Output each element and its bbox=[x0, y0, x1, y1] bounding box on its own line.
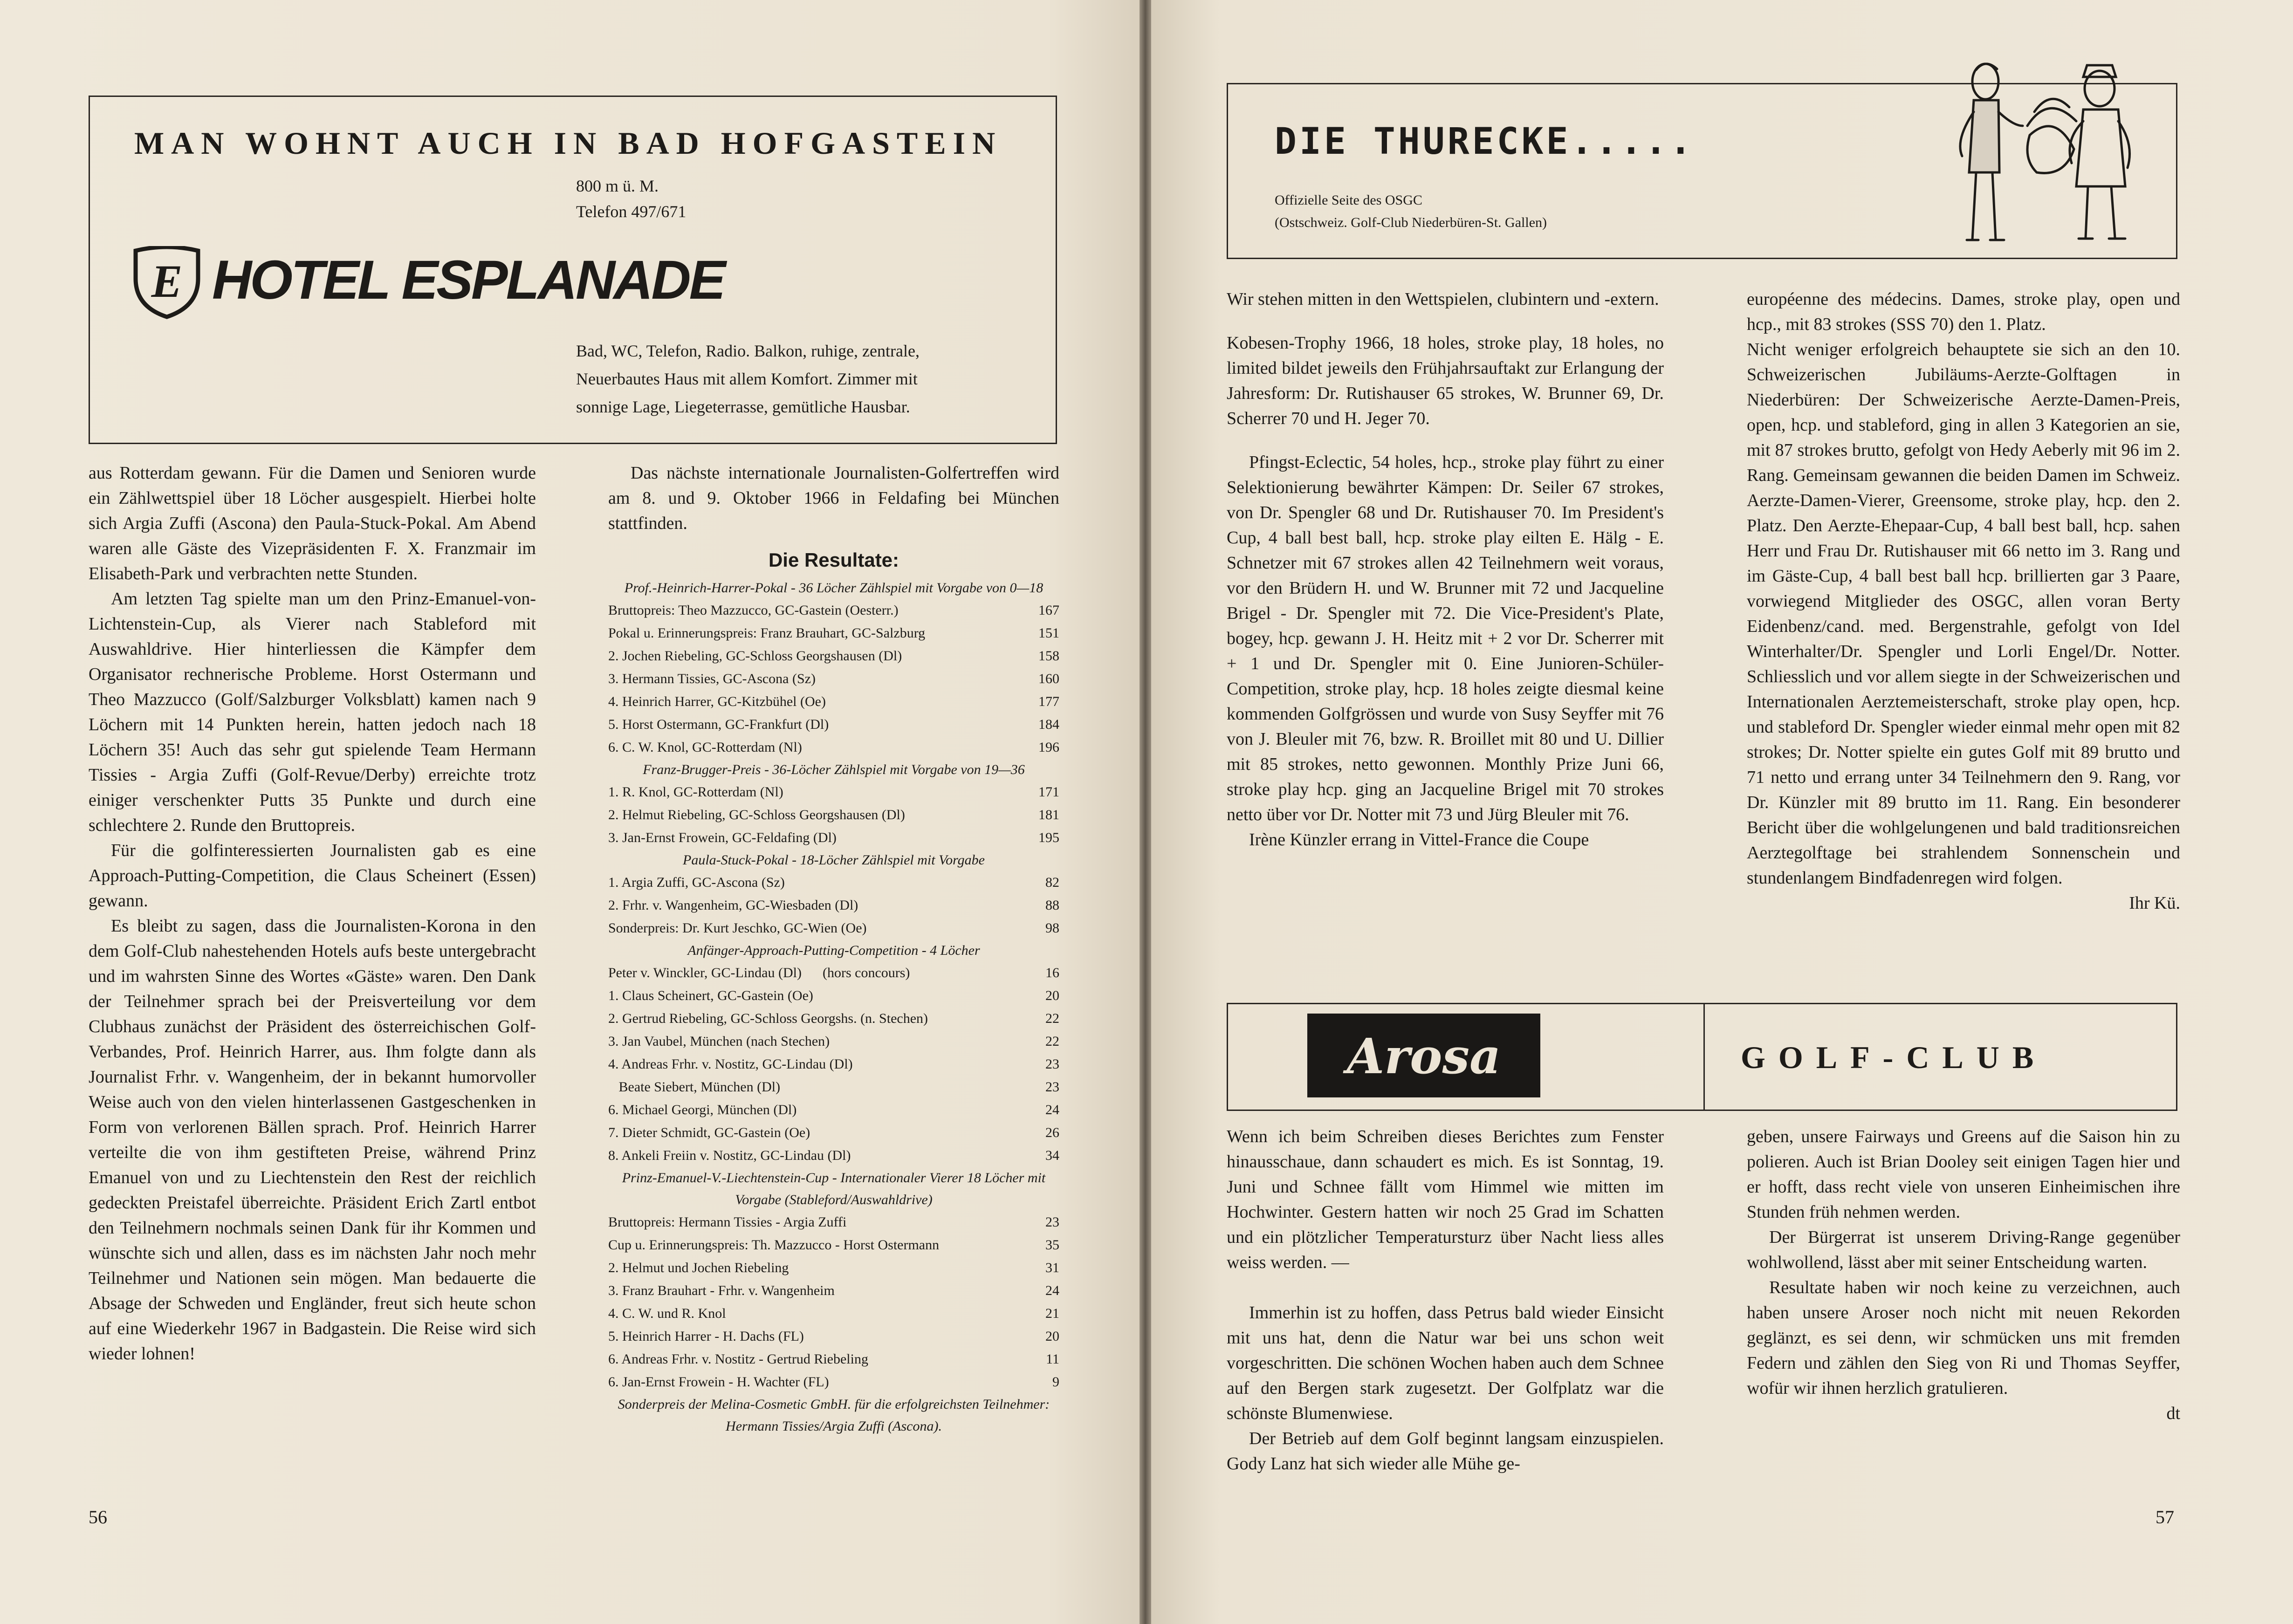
arosa-logo-panel bbox=[1307, 1014, 1540, 1097]
results-row bbox=[608, 1370, 1059, 1393]
results-row bbox=[608, 736, 1059, 759]
arosa-header-box bbox=[1227, 1003, 2177, 1111]
result-score: 158 bbox=[1038, 648, 1059, 664]
result-entry: 3. Franz Brauhart - Frhr. v. Wangenheim bbox=[608, 1283, 835, 1298]
result-score: 20 bbox=[1045, 988, 1059, 1003]
results-section-title: Anfänger-Approach-Putting-Competition - 4 Löcher bbox=[687, 943, 980, 958]
result-entry: 5. Horst Ostermann, GC-Frankfurt (Dl) bbox=[608, 717, 829, 732]
results-row bbox=[608, 894, 1059, 917]
result-score: 167 bbox=[1038, 603, 1059, 618]
result-score: 24 bbox=[1045, 1102, 1059, 1117]
result-entry: 7. Dieter Schmidt, GC-Gastein (Oe) bbox=[608, 1125, 810, 1140]
ad-description-line: Neuerbautes Haus mit allem Komfort. Zimmer mit bbox=[576, 370, 918, 388]
result-entry: Beate Siebert, München (Dl) bbox=[608, 1079, 781, 1095]
paragraph: Immerhin ist zu hoffen, dass Petrus bald wieder Einsicht mit uns hat, denn die Natur war bei uns schon weit vorgeschritten. Die schönen Wochen haben auch dem Schnee auf den Bergen stark zugesetzt. Der Golfplatz war die schönste Blumenwiese. bbox=[1227, 1303, 1664, 1423]
ad-description-line: Bad, WC, Telefon, Radio. Balkon, ruhige, zentrale, bbox=[576, 342, 920, 360]
left-column-1 bbox=[89, 460, 536, 1366]
result-entry: 2. Jochen Riebeling, GC-Schloss Georgshausen (Dl) bbox=[608, 648, 902, 664]
result-score: 171 bbox=[1038, 784, 1059, 800]
arosa-logo: Arosa bbox=[1346, 1028, 1501, 1085]
result-entry: Bruttopreis: Theo Mazzucco, GC-Gastein (Oesterr.) bbox=[608, 603, 899, 618]
result-score: 21 bbox=[1045, 1306, 1059, 1321]
results-row bbox=[608, 781, 1059, 803]
results-row bbox=[608, 690, 1059, 713]
results-section-title: Franz-Brugger-Preis - 36-Löcher Zählspiel mit Vorgabe von 19—36 bbox=[643, 762, 1025, 777]
author-signature: dt bbox=[2166, 1404, 2180, 1423]
left-column-2 bbox=[608, 460, 1059, 1437]
result-score: 181 bbox=[1038, 807, 1059, 822]
results-row bbox=[608, 984, 1059, 1007]
result-score: 35 bbox=[1045, 1237, 1059, 1253]
results-row bbox=[608, 1007, 1059, 1030]
page-number: 56 bbox=[89, 1507, 107, 1528]
left-page bbox=[0, 0, 1140, 1624]
ad-altitude: 800 m ü. M. bbox=[576, 177, 659, 195]
result-score: 160 bbox=[1038, 671, 1059, 686]
results-row bbox=[608, 1302, 1059, 1325]
paragraph: Es bleibt zu sagen, dass die Journalisten-Korona in den dem Golf-Club nahestehenden Hotels aufs beste untergebracht und im wahrsten Sinne des Wortes «Gäste» waren. Den Dank der Teilnehmer sprach bei der Preisverteilung vor dem Clubhaus zunächst der Präsident des österreichischen Golf-Verbandes, Prof. Heinrich Harrer, aus. Ihm folgte dann als Journalist Frhr. v. Wangenheim, der in bekannt humorvoller Weise auch von den vielen hinterlassenen Gastgeschenken in Form von verlorenen Bällen sprach. Prof. Heinrich Harrer verteilte die von ihm gestifteten Preise, während Prinz Emanuel von und zu Liechtenstein den Rest der reichlich gedeckten Preistafel überreichte. Präsident Erich Zartl entbot den Teilnehmern nochmals seinen Dank für ihr Kommen und wünschte sich und allen, dass es im nächsten Jahr noch mehr Teilnehmer und Nationen sein mögen. Man bedauerte die Absage der Schweden und Engländer, freut sich heute schon auf eine Wiederkehr 1967 in Badgastein. Die Reise wird sich wieder lohnen! bbox=[89, 916, 536, 1364]
result-entry: 3. Jan-Ernst Frowein, GC-Feldafing (Dl) bbox=[608, 830, 837, 845]
paragraph: Resultate haben wir noch keine zu verzeichnen, auch haben unsere Aroser noch nicht mit neuen Rekorden geglänzt, es sei denn, wir schmücken uns mit fremden Federn und zählen den Sieg von Ri und Thomas Seyffer, wofür wir ihnen herzlich gratulieren. bbox=[1747, 1278, 2180, 1398]
ad-phone: Telefon 497/671 bbox=[576, 202, 687, 221]
result-entry: 2. Helmut und Jochen Riebeling bbox=[608, 1260, 789, 1275]
result-score: 23 bbox=[1045, 1079, 1059, 1095]
hotel-logo-shield bbox=[132, 246, 202, 321]
result-entry: 2. Helmut Riebeling, GC-Schloss Georgshausen (Dl) bbox=[608, 807, 905, 822]
result-entry: 8. Ankeli Freiin v. Nostitz, GC-Lindau (Dl) bbox=[608, 1148, 851, 1163]
results-row bbox=[608, 1053, 1059, 1076]
result-score: 20 bbox=[1045, 1329, 1059, 1344]
result-score: 23 bbox=[1045, 1214, 1059, 1230]
right-column-1 bbox=[1227, 287, 1664, 852]
result-score: 26 bbox=[1045, 1125, 1059, 1140]
column-subtitle: Offizielle Seite des OSGC bbox=[1275, 192, 1422, 208]
result-entry: Pokal u. Erinnerungspreis: Franz Brauhart, GC-Salzburg bbox=[608, 625, 926, 641]
result-score: 98 bbox=[1045, 920, 1059, 936]
results-row bbox=[608, 917, 1059, 939]
result-score: 177 bbox=[1038, 694, 1059, 709]
results-section-title: Sonderpreis der Melina-Cosmetic GmbH. für die erfolgreichsten Teilnehmer: Hermann Tissies/Argia Zuffi (Ascona). bbox=[618, 1397, 1050, 1434]
result-entry: 4. C. W. und R. Knol bbox=[608, 1306, 726, 1321]
result-entry: Sonderpreis: Dr. Kurt Jeschko, GC-Wien (Oe) bbox=[608, 920, 867, 936]
book-gutter bbox=[1140, 0, 1151, 1624]
results-row bbox=[608, 1233, 1059, 1256]
result-entry: 4. Heinrich Harrer, GC-Kitzbühel (Oe) bbox=[608, 694, 826, 709]
right-page bbox=[1151, 0, 2293, 1624]
result-score: 24 bbox=[1045, 1283, 1059, 1298]
ad-description-line: sonnige Lage, Liegeterrasse, gemütliche Hausbar. bbox=[576, 397, 910, 416]
column-title: DIE THURECKE..... bbox=[1275, 121, 1695, 163]
result-score: 34 bbox=[1045, 1148, 1059, 1163]
result-entry: 6. C. W. Knol, GC-Rotterdam (Nl) bbox=[608, 740, 802, 755]
result-entry: 2. Frhr. v. Wangenheim, GC-Wiesbaden (Dl) bbox=[608, 898, 858, 913]
golfer-illustration bbox=[1943, 56, 2158, 252]
result-entry: 1. R. Knol, GC-Rotterdam (Nl) bbox=[608, 784, 783, 800]
results-heading: Die Resultate: bbox=[768, 549, 899, 571]
results-row bbox=[608, 599, 1059, 622]
results-row bbox=[608, 961, 1059, 984]
paragraph: Kobesen-Trophy 1966, 18 holes, stroke play, 18 holes, no limited bildet jeweils den Frühjahrsauftakt zur Erlangung der Jahresform: Dr. Rutishauser 65 strokes, W. Brunner 69, Dr. Scherrer 70 und H. Jeger 70. bbox=[1227, 333, 1664, 428]
result-entry: 1. Claus Scheinert, GC-Gastein (Oe) bbox=[608, 988, 813, 1003]
result-entry: 2. Gertrud Riebeling, GC-Schloss Georgshs. (n. Stechen) bbox=[608, 1011, 928, 1026]
arosa-divider bbox=[1703, 1004, 1705, 1110]
author-signature: Ihr Kü. bbox=[2129, 893, 2180, 913]
results-row bbox=[608, 713, 1059, 736]
ad-headline: MAN WOHNT AUCH IN BAD HOFGASTEIN bbox=[134, 125, 1002, 161]
paragraph: Wenn ich beim Schreiben dieses Berichtes zum Fenster hinausschaue, dann schaudert es mich. Es ist Sonntag, 19. Juni und Schnee fällt vom Himmel wie mitten im Hochwinter. Gestern hatten wir noch 25 Grad im Schatten und ein plötzlicher Temperatursturz über Nacht liess alles weiss werden. — bbox=[1227, 1127, 1664, 1272]
results-row bbox=[608, 1030, 1059, 1053]
results-row bbox=[608, 1121, 1059, 1144]
result-score: 151 bbox=[1038, 625, 1059, 641]
results-section-title: Paula-Stuck-Pokal - 18-Löcher Zählspiel mit Vorgabe bbox=[683, 852, 985, 868]
paragraph: Wir stehen mitten in den Wettspielen, clubintern und -extern. bbox=[1227, 289, 1659, 309]
result-entry: 1. Argia Zuffi, GC-Ascona (Sz) bbox=[608, 875, 785, 890]
results-row bbox=[608, 1348, 1059, 1370]
paragraph: geben, unsere Fairways und Greens auf die Saison hin zu polieren. Auch ist Brian Dooley seit einigen Tagen hier und er hofft, dass recht viele von unseren Einheimischen ihre Stunden früh nehmen werden. bbox=[1747, 1127, 2180, 1222]
results-row bbox=[608, 1144, 1059, 1167]
result-score: 88 bbox=[1045, 898, 1059, 913]
results-row bbox=[608, 871, 1059, 894]
result-entry: 6. Michael Georgi, München (Dl) bbox=[608, 1102, 797, 1117]
result-score: 82 bbox=[1045, 875, 1059, 890]
paragraph: aus Rotterdam gewann. Für die Damen und Senioren wurde ein Zählwettspiel über 18 Löcher ausgespielt. Hierbei holte sich Argia Zuffi (Ascona) den Paula-Stuck-Pokal. Am Abend waren alle Gäste des Vizepräsidenten F. X. Franzmair im Elisabeth-Park und verbrachten nette Stunden. bbox=[89, 463, 536, 583]
result-entry: 5. Heinrich Harrer - H. Dachs (FL) bbox=[608, 1329, 804, 1344]
page-number: 57 bbox=[2156, 1507, 2174, 1528]
paragraph: Der Bürgerrat ist unserem Driving-Range gegenüber wohlwollend, lässt aber mit seiner Entscheidung warten. bbox=[1747, 1227, 2180, 1272]
paragraph: Das nächste internationale Journalisten-Golfertreffen wird am 8. und 9. Oktober 1966 in Feldafing bei München stattfinden. bbox=[608, 463, 1059, 533]
paragraph: Pfingst-Eclectic, 54 holes, hcp., stroke play führt zu einer Selektionierung bewährter Kämpen: Dr. Seiler 67 strokes, von Dr. Spengler 68 und Dr. Rutishauser 70. Im President's Cup, 4 ball best ball, hcp. stroke play eilten E. Hälg - E. Schnetzer mit 67 strokes allen 42 Teilnehmern weit voraus, vor den Brüdern H. und W. Brunner mit 72 und Jacqueline Brigel - Dr. Spengler mit 72. Die Vice-President's Plate, bogey, hcp. gewann J. H. Heitz mit + 2 vor Dr. Scherrer mit + 1 und Dr. Spengler mit 0. Eine Junioren-Schüler-Competition, stroke play, hcp. 18 holes zeigte diesmal keine kommenden Golfgrössen und wurde von Susy Seyffer mit 76 von J. Bleuler mit 76, bzw. R. Broillet mit 80 und U. Dillier mit 85 strokes, netto gewonnen. Monthly Prize Juni 66, stroke play hcp. ging an Jacqueline Brigel mit 70 strokes netto über vor Dr. Notter mit 73 und Jürg Bleuler mit 76. bbox=[1227, 452, 1664, 824]
paragraph: Irène Künzler errang in Vittel-France die Coupe bbox=[1249, 830, 1589, 850]
results-row bbox=[608, 826, 1059, 849]
golfer-caddie-illustration bbox=[1943, 56, 2158, 252]
result-score: 22 bbox=[1045, 1034, 1059, 1049]
arosa-column-2 bbox=[1747, 1124, 2180, 1426]
results-row bbox=[608, 1076, 1059, 1098]
result-entry: 3. Hermann Tissies, GC-Ascona (Sz) bbox=[608, 671, 816, 686]
hotel-name: HOTEL ESPLANADE bbox=[212, 249, 724, 311]
result-entry: Cup u. Erinnerungspreis: Th. Mazzucco - Horst Ostermann bbox=[608, 1237, 940, 1253]
results-row bbox=[608, 1325, 1059, 1348]
result-score: 9 bbox=[1052, 1374, 1059, 1390]
column-subtitle: (Ostschweiz. Golf-Club Niederbüren-St. Gallen) bbox=[1275, 215, 1547, 230]
result-score: 196 bbox=[1038, 740, 1059, 755]
right-column-2 bbox=[1747, 287, 2180, 916]
ad-description bbox=[576, 337, 920, 421]
arosa-title: GOLF-CLUB bbox=[1741, 1040, 2047, 1075]
announcement-paragraph bbox=[608, 460, 1059, 536]
paragraph: Am letzten Tag spielte man um den Prinz-Emanuel-von-Lichtenstein-Cup, als Vierer nach Stableford mit Auswahldrive. Hier hinterliessen die Kämpfer dem Organisator rechnerische Probleme. Horst Ostermann und Theo Mazzucco (Golf/Salzburger Volksblatt) kamen nach 9 Löchern mit 14 Punkten herein, hatten jedoch nach 18 Löchern 35! Auch das sehr gut spielende Team Hermann Tissies - Argia Zuffi (Golf-Revue/Derby) erreichte trotz einiger verschenkter Putts 35 Punkte und durch eine schlechtere 2. Runde den Bruttopreis. bbox=[89, 589, 536, 835]
arosa-column-1 bbox=[1227, 1124, 1664, 1476]
results-row bbox=[608, 1211, 1059, 1233]
results-row bbox=[608, 667, 1059, 690]
hotel-advertisement bbox=[89, 96, 1057, 444]
results-row bbox=[608, 1098, 1059, 1121]
result-entry: 4. Andreas Frhr. v. Nostitz, GC-Lindau (Dl) bbox=[608, 1056, 853, 1072]
result-entry: Peter v. Winckler, GC-Lindau (Dl) (hors concours) bbox=[608, 965, 910, 980]
result-entry: 3. Jan Vaubel, München (nach Stechen) bbox=[608, 1034, 830, 1049]
paragraph: Für die golfinteressierten Journalisten gab es eine Approach-Putting-Competition, die Claus Scheinert (Essen) gewann. bbox=[89, 841, 536, 911]
results-section-title: Prinz-Emanuel-V.-Liechtenstein-Cup - Internationaler Vierer 18 Löcher mit Vorgabe (Stableford/Auswahldrive) bbox=[622, 1170, 1046, 1207]
result-entry: 6. Jan-Ernst Frowein - H. Wachter (FL) bbox=[608, 1374, 829, 1390]
paragraph: Nicht weniger erfolgreich behauptete sie sich an den 10. Schweizerischen Jubiläums-Aerzte-Golftagen in Niederbüren: Der Schweizerische Aerzte-Damen-Preis, open, hcp. und stableford, ging in allen 3 Kategorien an sie, mit 87 strokes brutto, gefolgt von Hedy Aeberly mit 96 im 2. Rang. Gemeinsam gewannen die beiden Damen im Schweiz. Aerzte-Damen-Vierer, Greensome, stroke play, hcp. den 2. Platz. Den Aerzte-Ehepaar-Cup, 4 ball best ball, hcp. sahen Herr und Frau Dr. Rutishauser mit 66 netto im 3. Rang und im Gäste-Cup, 4 ball best ball hcp. brillierten gar 3 Paare, vorwiegend Mitglieder des OSGC, allen voran Berty Eidenbenz/cand. med. Bergenstrahle, gefolgt von Idel Winterhalter/Dr. Spengler und Lorli Engel/Dr. Notter. Schliesslich und vor allem siegte in der Schweizerischen und Internationalen Aerztemeisterschaft, stroke play open, hcp. und stableford Dr. Spengler wieder einmal mehr open mit 82 strokes; Dr. Notter spielte ein gutes Golf mit 89 brutto und 71 netto und errang unter 34 Teilnehmern den 9. Rang, vor Dr. Künzler mit 89 brutto im 11. Rang. Ein besonderer Bericht über die wohlgelungenen und bald traditionsreichen Aerztegolftage bei strahlendem Sonnenschein und stundenlangem Bindfadenregen wird folgen. bbox=[1747, 340, 2180, 888]
logo-letter: E bbox=[151, 255, 183, 307]
results-list bbox=[608, 577, 1059, 1437]
result-entry: Bruttopreis: Hermann Tissies - Argia Zuffi bbox=[608, 1214, 847, 1230]
results-row bbox=[608, 644, 1059, 667]
paragraph: Der Betrieb auf dem Golf beginnt langsam einzuspielen. Gody Lanz hat sich wieder alle Mühe ge- bbox=[1227, 1429, 1664, 1473]
results-row bbox=[608, 622, 1059, 644]
paragraph: européenne des médecins. Dames, stroke play, open und hcp., mit 83 strokes (SSS 70) den 1. Platz. bbox=[1747, 289, 2180, 334]
results-row bbox=[608, 1279, 1059, 1302]
results-section-title: Prof.-Heinrich-Harrer-Pokal - 36 Löcher Zählspiel mit Vorgabe von 0—18 bbox=[624, 580, 1044, 596]
result-score: 11 bbox=[1046, 1351, 1059, 1367]
result-entry: 6. Andreas Frhr. v. Nostitz - Gertrud Riebeling bbox=[608, 1351, 868, 1367]
result-score: 195 bbox=[1038, 830, 1059, 845]
result-score: 184 bbox=[1038, 717, 1059, 732]
result-score: 31 bbox=[1045, 1260, 1059, 1275]
result-score: 22 bbox=[1045, 1011, 1059, 1026]
results-row bbox=[608, 803, 1059, 826]
result-score: 16 bbox=[1045, 965, 1059, 980]
results-row bbox=[608, 1256, 1059, 1279]
result-score: 23 bbox=[1045, 1056, 1059, 1072]
